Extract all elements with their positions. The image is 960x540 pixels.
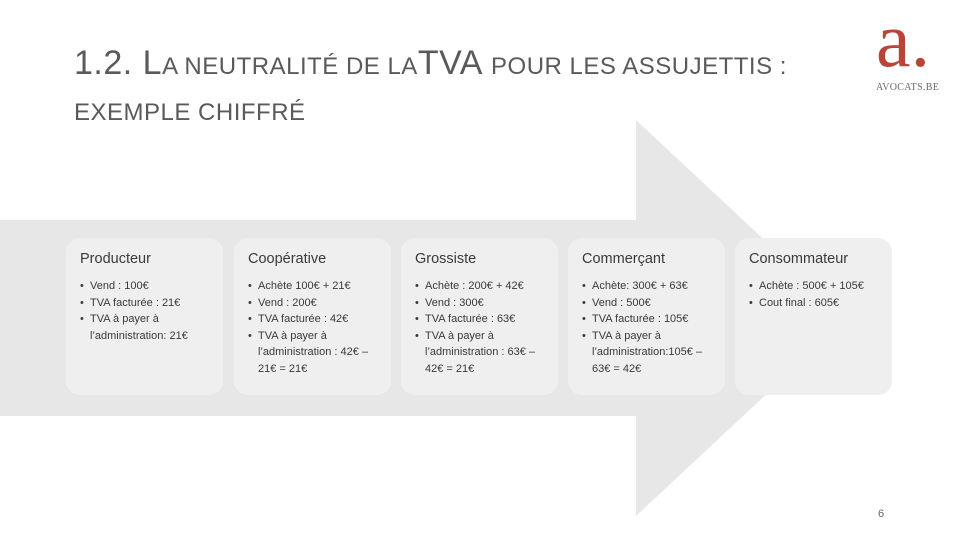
step-item: • TVA facturée : 42€ xyxy=(248,311,379,328)
step-item: • TVA à payer à l’administration : 42€ – 21€ = 21€ xyxy=(248,328,379,378)
step-items xyxy=(582,278,713,377)
step-box xyxy=(568,238,725,395)
step-title: Grossiste xyxy=(415,251,477,267)
step-item: • Vend : 100€ xyxy=(80,278,211,295)
step-title: Producteur xyxy=(80,251,151,267)
step-box xyxy=(66,238,223,395)
step-item: • TVA facturée : 63€ xyxy=(415,311,546,328)
step-item: • Vend : 200€ xyxy=(248,295,379,312)
step-item: • TVA à payer à l’administration:105€ – 63€ = 42€ xyxy=(582,328,713,378)
step-box xyxy=(234,238,391,395)
logo-mark: a. xyxy=(876,0,931,83)
step-box xyxy=(735,238,892,395)
step-item: • TVA facturée : 105€ xyxy=(582,311,713,328)
page-number: 6 xyxy=(878,508,885,520)
step-items xyxy=(749,278,880,311)
step-item: • Vend : 300€ xyxy=(415,295,546,312)
step-item: • Achète : 500€ + 105€ xyxy=(749,278,880,295)
step-title: Coopérative xyxy=(248,251,327,267)
step-items xyxy=(80,278,211,344)
step-items xyxy=(248,278,379,377)
step-item: • TVA facturée : 21€ xyxy=(80,295,211,312)
step-item: • Cout final : 605€ xyxy=(749,295,880,312)
step-item: • TVA à payer à l’administration : 63€ – 42€ = 21€ xyxy=(415,328,546,378)
step-item: • Achète: 300€ + 63€ xyxy=(582,278,713,295)
step-item: • Achète 100€ + 21€ xyxy=(248,278,379,295)
step-title: Consommateur xyxy=(749,251,849,267)
title-line-1: 1.2. LA NEUTRALITÉ DE LATVA POUR LES ASSUJETTIS : xyxy=(74,44,787,82)
step-title: Commerçant xyxy=(582,251,665,267)
step-box xyxy=(401,238,558,395)
title-line-2: EXEMPLE CHIFFRÉ xyxy=(74,99,306,126)
step-item: • Achète : 200€ + 42€ xyxy=(415,278,546,295)
step-item: • Vend : 500€ xyxy=(582,295,713,312)
step-item: • TVA à payer à l’administration: 21€ xyxy=(80,311,211,344)
step-items xyxy=(415,278,546,377)
logo-text: AVOCATS.BE xyxy=(876,82,940,93)
